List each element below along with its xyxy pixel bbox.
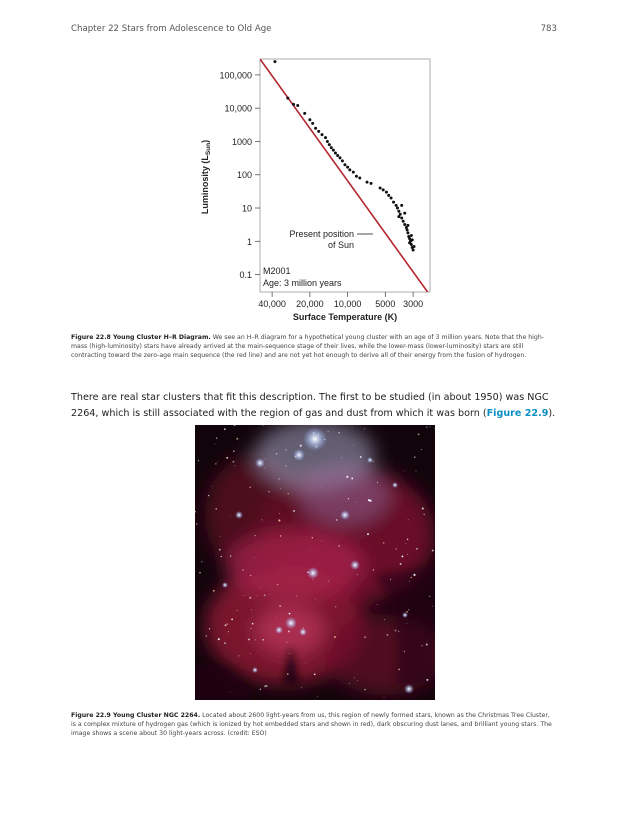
small-star [230, 515, 231, 516]
small-star [384, 619, 385, 620]
small-star [426, 426, 427, 427]
small-star [265, 467, 266, 468]
y-axis-label-close: ) [200, 139, 210, 143]
small-star [230, 555, 232, 557]
y-tick-label: 10,000 [224, 103, 252, 114]
bright-star [350, 560, 360, 570]
small-star [251, 609, 252, 610]
small-star [224, 428, 226, 430]
small-star [213, 590, 215, 592]
bright-star [252, 667, 258, 673]
x-tick-label: 3000 [403, 299, 424, 309]
star-point [328, 143, 331, 146]
y-tick-label: 10 [241, 203, 252, 214]
small-star [351, 477, 353, 479]
small-star [238, 655, 239, 656]
small-star [276, 616, 277, 617]
small-star [262, 639, 264, 641]
star-point [296, 104, 299, 107]
star-point [403, 212, 406, 215]
small-star [426, 644, 428, 646]
star-point [397, 210, 400, 213]
small-star [408, 519, 409, 520]
small-star [236, 438, 238, 440]
star-point [400, 217, 403, 220]
star-point [400, 204, 403, 207]
figure-22-9-link[interactable]: Figure 22.9 [486, 408, 549, 419]
small-star [201, 561, 202, 562]
small-star [421, 449, 422, 450]
small-star [339, 545, 340, 546]
bright-star [402, 612, 408, 618]
small-star [280, 488, 281, 489]
running-head [71, 24, 557, 38]
small-star [341, 457, 342, 458]
star-point [382, 188, 385, 191]
small-star [386, 634, 388, 636]
small-star [401, 555, 403, 557]
star-point [392, 201, 395, 204]
small-star [293, 510, 295, 512]
small-star [400, 563, 402, 565]
small-star [357, 574, 358, 575]
small-star [219, 549, 221, 551]
small-star [377, 604, 378, 605]
x-tick-label: 20,000 [296, 299, 324, 309]
y-axis-label-main: Luminosity (L [200, 155, 210, 215]
figure-22-8-label: Figure 22.8 Young Cluster H–R Diagram. [71, 334, 211, 341]
star-point [385, 191, 388, 194]
figure-22-8-caption-text: We see an H–R diagram for a hypothetical young cluster with an age of 3 million years. Note that the high-mass (high-luminosity) stars have already arrived at the main-sequence stage of their lives, while the lower-mass (lower-luminosity) stars are still contracting toward the zero-age main sequence (the red line) and are not yet hot enough to derive all of their energy from the fusion of hydrogen. [71, 334, 544, 359]
small-star [408, 609, 409, 610]
small-star [406, 543, 407, 544]
star-point [406, 231, 409, 234]
small-star [431, 497, 432, 498]
y-tick-label: 0.1 [239, 270, 252, 281]
star-point [338, 156, 341, 159]
small-star [315, 599, 316, 600]
star-point [355, 175, 358, 178]
small-star [407, 554, 408, 555]
star-point [308, 118, 311, 121]
figure-22-9-caption-text: Located about 2600 light-years from us, this region of newly formed stars, known as the Christmas Tree Cluster, is a complex mixture of hydrogen gas (which is ionized by hot embedded stars and shown in red), dark obscuring dust lanes, and brilliant young stars. The image shows a scene about 30 light-years across. (credit: ESO) [71, 712, 552, 737]
small-star [407, 539, 408, 540]
small-star [317, 696, 318, 697]
star-point [311, 122, 314, 125]
small-star [248, 639, 250, 641]
small-star [300, 445, 302, 447]
small-star [232, 461, 234, 463]
small-star [255, 639, 256, 640]
small-star [296, 596, 297, 597]
small-star [234, 465, 235, 466]
body-paragraph [71, 390, 557, 422]
small-star [231, 619, 233, 621]
small-star [226, 457, 228, 459]
bright-star [303, 427, 327, 451]
small-star [225, 624, 227, 626]
small-star [353, 445, 354, 446]
star-point [286, 97, 289, 100]
small-star [256, 595, 257, 596]
small-star [367, 533, 369, 535]
figure-22-9-caption [71, 712, 555, 738]
x-axis-label: Surface Temperature (K) [292, 312, 398, 322]
star-point [273, 60, 276, 63]
small-star [312, 551, 313, 552]
small-star [285, 465, 286, 466]
small-star [406, 623, 407, 624]
small-star [249, 597, 251, 599]
small-star [320, 486, 321, 487]
star-point [326, 140, 329, 143]
small-star [416, 471, 417, 472]
cluster-age: Age: 3 million years [263, 278, 342, 288]
small-star [215, 463, 216, 464]
small-star [266, 685, 268, 687]
star-point [330, 146, 333, 149]
bright-star [255, 458, 265, 468]
x-tick-label: 40,000 [258, 299, 286, 309]
small-star [390, 579, 391, 580]
small-star [373, 569, 374, 570]
small-star [364, 689, 366, 691]
star-point [396, 207, 399, 210]
small-star [429, 596, 430, 597]
small-star [416, 548, 418, 550]
small-star [289, 613, 291, 615]
small-star [426, 679, 428, 681]
small-star [357, 680, 358, 681]
hr-diagram [196, 52, 446, 327]
cluster-name: M2001 [263, 266, 291, 276]
bright-star [275, 626, 283, 634]
star-point [379, 186, 382, 189]
small-star [384, 697, 385, 698]
small-star [269, 594, 270, 595]
body-text-post: ). [548, 408, 556, 419]
small-star [288, 630, 290, 632]
small-star [360, 456, 362, 458]
y-tick-label: 100,000 [219, 70, 252, 81]
body-text-pre: There are real star clusters that fit this description. The first to be studied (in about 1950) was NGC 2264, which is still associated with the region of gas and dust from which it was born ( [71, 392, 549, 419]
star-point [336, 154, 339, 157]
small-star [254, 557, 255, 558]
small-star [396, 548, 397, 549]
sun-annotation-line1: Present position [289, 229, 354, 239]
small-star [422, 507, 424, 509]
small-star [348, 498, 349, 499]
star-point [390, 197, 393, 200]
star-point [402, 220, 405, 223]
small-star [260, 689, 261, 690]
small-star [216, 508, 217, 509]
small-star [301, 687, 302, 688]
small-star [199, 572, 201, 574]
star-point [303, 112, 306, 115]
small-star [224, 642, 226, 644]
star-point [314, 127, 317, 130]
small-star [264, 685, 266, 687]
small-star [352, 427, 353, 428]
small-star [289, 653, 290, 654]
small-star [216, 437, 217, 438]
star-point [332, 149, 335, 152]
small-star [250, 487, 251, 488]
bright-star [367, 457, 373, 463]
star-point [406, 228, 409, 231]
star-point [317, 130, 320, 133]
star-point [366, 181, 369, 184]
star-point [410, 234, 413, 237]
bright-star [299, 628, 307, 636]
small-star [237, 610, 238, 611]
small-star [233, 450, 235, 452]
y-axis-label-sub: Sun [205, 142, 212, 156]
star-point [346, 166, 349, 169]
chapter-title: Chapter 22 Stars from Adolescence to Old Age [71, 24, 272, 34]
small-star [314, 673, 316, 675]
small-star [321, 541, 322, 542]
small-star [424, 514, 425, 515]
star-point [387, 194, 390, 197]
small-star [196, 523, 198, 525]
small-star [336, 519, 338, 521]
small-star [377, 482, 378, 483]
small-star [364, 636, 366, 638]
small-star [368, 499, 370, 501]
small-star [334, 636, 336, 638]
small-star [432, 606, 433, 607]
small-star [338, 432, 340, 434]
bright-star [222, 582, 228, 588]
small-star [276, 453, 278, 455]
figure-22-8-caption [71, 334, 555, 360]
star-point [352, 171, 355, 174]
small-star [312, 537, 313, 538]
small-star [398, 668, 400, 670]
small-star [214, 443, 215, 444]
small-star [242, 570, 243, 571]
small-star [279, 513, 280, 514]
small-star [414, 456, 416, 458]
small-star [208, 495, 209, 496]
star-point [343, 163, 346, 166]
star-point [348, 168, 351, 171]
bright-star [404, 684, 414, 694]
figure-22-9-label: Figure 22.9 Young Cluster NGC 2264. [71, 712, 201, 719]
small-star [405, 471, 406, 472]
small-star [432, 550, 434, 552]
star-point [370, 182, 373, 185]
small-star [268, 491, 269, 492]
small-star [285, 449, 286, 450]
hr-diagram-svg [196, 52, 446, 327]
small-star [364, 428, 365, 429]
star-point [408, 241, 411, 244]
bright-star [307, 567, 319, 579]
small-star [221, 556, 222, 557]
star-point [395, 204, 398, 207]
small-star [264, 595, 265, 596]
small-star [434, 429, 435, 430]
small-star [209, 628, 210, 629]
small-star [262, 519, 263, 520]
bright-star [235, 511, 243, 519]
small-star [287, 642, 288, 643]
small-star [252, 623, 254, 625]
sun-annotation-line2: of Sun [327, 240, 354, 250]
small-star [230, 692, 231, 693]
star-point [411, 238, 414, 241]
small-star [411, 577, 412, 578]
small-star [280, 535, 282, 537]
small-star [278, 478, 279, 479]
small-star [277, 584, 278, 585]
small-star [265, 459, 266, 460]
ngc-2264-photo-svg [195, 425, 435, 700]
small-star [305, 663, 306, 664]
star-point [397, 215, 400, 218]
small-star [278, 519, 280, 521]
small-star [373, 461, 374, 462]
small-star [226, 623, 228, 625]
small-star [383, 542, 385, 544]
small-star [218, 638, 220, 640]
star-point [403, 223, 406, 226]
page-number: 783 [540, 24, 557, 34]
ngc-2264-photo [195, 425, 435, 700]
small-star [349, 683, 350, 684]
small-star [288, 493, 289, 494]
small-star [260, 587, 261, 588]
star-point [334, 151, 337, 154]
small-star [212, 486, 213, 487]
star-point [324, 136, 327, 139]
small-star [287, 673, 289, 675]
small-star [250, 628, 251, 629]
small-star [346, 476, 348, 478]
star-point [406, 224, 409, 227]
y-tick-label: 1000 [231, 136, 252, 147]
star-point [321, 133, 324, 136]
x-tick-label: 5000 [375, 299, 396, 309]
small-star [413, 574, 415, 576]
small-star [217, 461, 218, 462]
star-point [358, 176, 361, 179]
small-star [418, 433, 420, 435]
small-star [279, 605, 281, 607]
y-tick-label: 1 [246, 236, 252, 247]
star-point [341, 159, 344, 162]
small-star [328, 581, 329, 582]
small-star [244, 595, 245, 596]
small-star [228, 631, 229, 632]
star-point [408, 237, 411, 240]
small-star [421, 645, 422, 646]
small-star [430, 426, 431, 427]
small-star [404, 651, 405, 652]
small-star [250, 653, 251, 654]
star-point [292, 103, 295, 106]
bright-star [392, 482, 398, 488]
small-star [254, 535, 255, 536]
small-star [220, 536, 221, 537]
bright-star [285, 617, 297, 629]
bright-star [293, 449, 305, 461]
y-tick-label: 100 [236, 170, 252, 181]
small-star [395, 630, 397, 632]
small-star [409, 581, 410, 582]
y-axis-label [200, 140, 212, 214]
small-star [398, 631, 400, 633]
x-tick-label: 10,000 [333, 299, 362, 309]
small-star [328, 431, 329, 432]
star-point [413, 245, 416, 248]
small-star [206, 635, 207, 636]
small-star [356, 502, 357, 503]
small-star [335, 606, 336, 607]
small-star [354, 677, 355, 678]
bright-star [340, 510, 350, 520]
small-star [198, 460, 199, 461]
small-star [250, 575, 251, 576]
star-point [412, 248, 415, 251]
